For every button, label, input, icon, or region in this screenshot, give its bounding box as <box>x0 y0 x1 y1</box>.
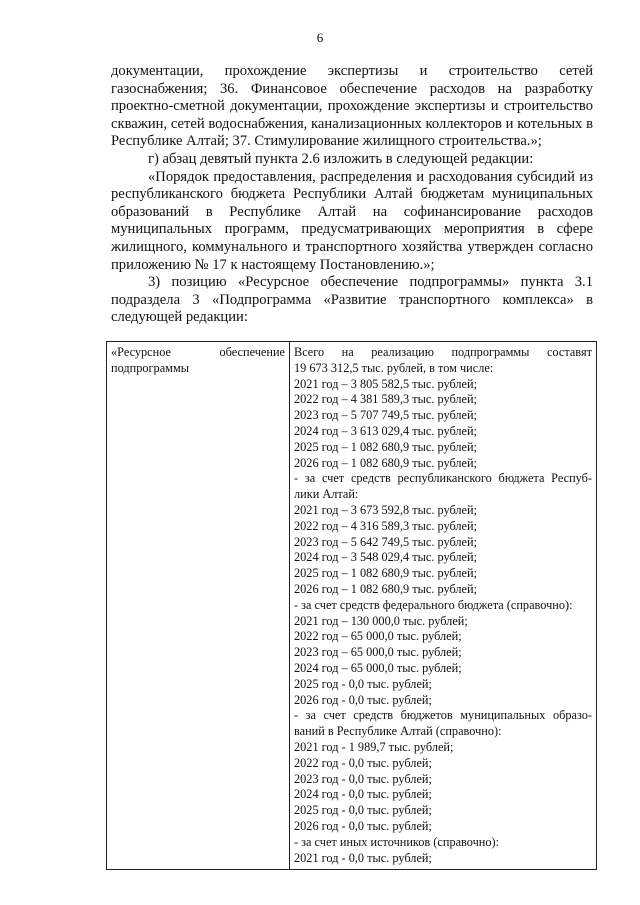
value-line: 2024 год - 0,0 тыс. рублей; <box>294 787 432 802</box>
resource-label-cell <box>107 342 290 870</box>
paragraph: г) абзац девятый пункта 2.6 изложить в следующей редакции: <box>148 150 534 167</box>
value-line: 2021 год - 0,0 тыс. рублей; <box>294 850 432 865</box>
value-line: 2024 год – 3 613 029,4 тыс. рублей; <box>294 423 477 438</box>
value-line: 2022 год – 4 316 589,3 тыс. рублей; <box>294 518 477 533</box>
resource-values-cell <box>290 342 597 870</box>
value-line: 19 673 312,5 тыс. рублей, в том числе: <box>294 360 494 375</box>
value-line: 2025 год - 0,0 тыс. рублей; <box>294 803 432 818</box>
value-line: 2022 год - 0,0 тыс. рублей; <box>294 755 432 770</box>
value-line: лики Алтай: <box>294 487 359 502</box>
value-line: 2025 год – 1 082 680,9 тыс. рублей; <box>294 439 477 454</box>
value-line: 2023 год – 5 642 749,5 тыс. рублей; <box>294 534 477 549</box>
value-line: 2022 год – 65 000,0 тыс. рублей; <box>294 629 462 644</box>
value-line: 2024 год – 65 000,0 тыс. рублей; <box>294 660 462 675</box>
value-line: 2021 год – 3 805 582,5 тыс. рублей; <box>294 376 477 391</box>
value-line: 2025 год - 0,0 тыс. рублей; <box>294 676 432 691</box>
paragraph: документации, прохождение экспертизы и строительство сетей газоснабжения; 36. Финансовое обеспечение расходов на разработку проектно-сметной документации, прохождение экспертизы и строительство скважин, сетей водоснабжения, канализационных коллекторов и котельных в Республике Алтай; 37. Стимулирование жилищного строительства.»; <box>111 63 593 150</box>
value-line: 2023 год – 5 707 749,5 тыс. рублей; <box>294 408 477 423</box>
paragraph: 3) позицию «Ресурсное обеспечение подпрограммы» пункта 3.1 подраздела 3 «Подпрограмма «Развитие транспортного комплекса» в следующей редакции: <box>111 274 593 326</box>
value-line: 2023 год - 0,0 тыс. рублей; <box>294 771 432 786</box>
value-line: 2021 год – 130 000,0 тыс. рублей; <box>294 613 468 628</box>
resource-table <box>106 341 597 870</box>
value-line: 2023 год – 65 000,0 тыс. рублей; <box>294 645 462 660</box>
page-number: 6 <box>316 30 324 45</box>
value-line: 2026 год – 1 082 680,9 тыс. рублей; <box>294 455 477 470</box>
value-line: 2022 год – 4 381 589,3 тыс. рублей; <box>294 392 477 407</box>
paragraph: «Порядок предоставления, распределения и расходования субсидий из республиканского бюджета Республики Алтай бюджетам муниципальных образований в Республике Алтай на софинансирование расходов муниципальных программ, предусматривающих мероприятия в сфере жилищного, коммунального и транспортного хозяйства утвержден согласно приложению № 17 к настоящему Постановлению.»; <box>111 168 593 273</box>
value-line: 2021 год – 3 673 592,8 тыс. рублей; <box>294 502 477 517</box>
resource-label-line: «Ресурсное обеспечение <box>111 345 285 359</box>
value-line: - за счет средств федерального бюджета (справочно): <box>294 597 573 612</box>
value-line: 2024 год – 3 548 029,4 тыс. рублей; <box>294 550 477 565</box>
value-line: 2026 год - 0,0 тыс. рублей; <box>294 692 432 707</box>
value-line: 2021 год - 1 989,7 тыс. рублей; <box>294 739 454 754</box>
table-row <box>107 342 597 870</box>
value-line: 2026 год – 1 082 680,9 тыс. рублей; <box>294 581 477 596</box>
value-line: 2026 год - 0,0 тыс. рублей; <box>294 818 432 833</box>
value-line: Всего на реализацию подпрограммы составят <box>294 345 592 359</box>
value-line: - за счет иных источников (справочно): <box>294 834 500 849</box>
resource-label-line: подпрограммы <box>111 360 189 375</box>
value-line: 2025 год – 1 082 680,9 тыс. рублей; <box>294 566 477 581</box>
value-line: - за счет средств бюджетов муниципальных образо- <box>294 708 592 723</box>
value-line: - за счет средств республиканского бюджета Респуб- <box>294 471 592 486</box>
body-text <box>111 63 593 327</box>
value-line: ваний в Республике Алтай (справочно): <box>294 724 502 739</box>
